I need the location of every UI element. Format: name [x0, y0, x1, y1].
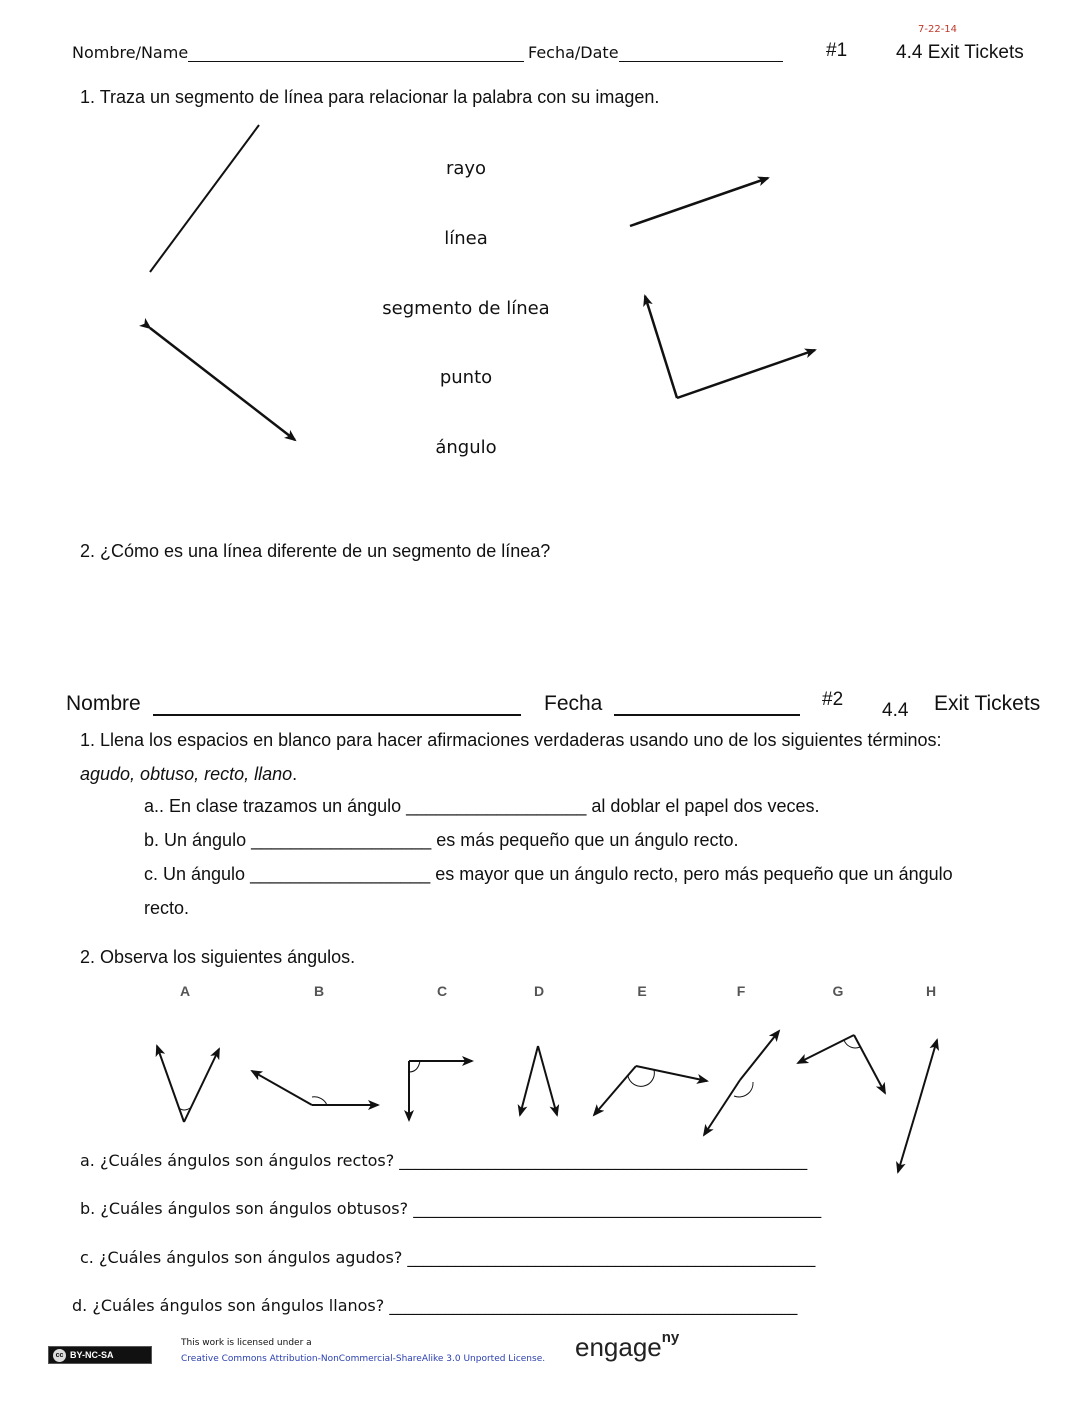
angle-h-line-2: [898, 1105, 918, 1172]
word-rayo: rayo: [445, 158, 487, 179]
angle-g-arm-2: [854, 1035, 885, 1093]
angle-label-b: B: [313, 983, 325, 999]
question-2d: d. ¿Cuáles ángulos son ángulos llanos? ___________________________________________________: [72, 1296, 798, 1315]
ticket1-question-2: 2. ¿Cómo es una línea diferente de un segmento de línea?: [80, 541, 551, 561]
ticket1-question-1: 1. Traza un segmento de línea para relacionar la palabra con su imagen.: [80, 87, 660, 107]
brand-sup: ny: [661, 1329, 680, 1347]
brand-text: engage: [575, 1332, 662, 1362]
word-angulo: ángulo: [435, 437, 497, 458]
question-2c: c. ¿Cuáles ángulos son ángulos agudos? ___________________________________________________: [80, 1248, 816, 1267]
license-link[interactable]: Creative Commons Attribution-NonCommercial-ShareAlike 3.0 Unported License.: [181, 1354, 546, 1364]
name-label-2: [66, 692, 521, 716]
terms-list: agudo, obtuso, recto, llano.: [80, 764, 298, 784]
ticket-title-num-2: 4.4: [882, 700, 909, 721]
angle-b-arc: [312, 1097, 327, 1105]
angle-g-arm-1: [798, 1035, 854, 1063]
angle-d-arm-1: [520, 1046, 538, 1115]
line-figure: [150, 328, 295, 440]
name-label-text-1: Nombre/Name: [72, 43, 189, 62]
angle-d-arm-2: [538, 1046, 557, 1115]
ray-figure: [630, 178, 768, 226]
ticket-number-1: #1: [826, 40, 848, 61]
question-1b: b. Un ángulo __________________ es más pequeño que un ángulo recto.: [144, 830, 739, 850]
angle-label-g: G: [832, 983, 844, 999]
angle-f-arm-2: [704, 1080, 740, 1135]
license-line-1: This work is licensed under a: [181, 1338, 312, 1348]
question-1c-cont: recto.: [144, 898, 190, 918]
question-1a: a.. En clase trazamos un ángulo __________________ al doblar el papel dos veces.: [144, 796, 820, 816]
angle-label-a: A: [179, 983, 191, 999]
date-code: 7-22-14: [918, 24, 958, 35]
angle-f-arm-1: [740, 1031, 779, 1080]
license-badge-text: BY-NC-SA: [70, 1350, 114, 1360]
angle-label-e: E: [637, 983, 647, 999]
angle-e-arm-1: [594, 1066, 636, 1115]
question-1c: c. Un ángulo __________________ es mayor que un ángulo recto, pero más pequeño que un ángulo: [144, 864, 953, 884]
angle-label-h: H: [925, 983, 937, 999]
date-field-2[interactable]: [614, 694, 800, 716]
date-label-text-1: Fecha/Date: [528, 43, 619, 62]
ticket2-question-2: 2. Observa los siguientes ángulos.: [80, 947, 356, 967]
engageny-logo: [575, 1329, 680, 1363]
angle-label-f: F: [736, 983, 746, 999]
angle-figure-arm-1: [645, 296, 677, 398]
angle-figure-arm-2: [677, 350, 815, 398]
angle-a-arm-2: [184, 1049, 219, 1122]
ticket-number-2: #2: [822, 689, 844, 710]
terms-text: agudo, obtuso, recto, llano: [80, 764, 293, 784]
date-label-2: [544, 692, 800, 716]
angle-c-arc: [409, 1061, 420, 1072]
cc-license-badge-icon: [48, 1346, 152, 1364]
word-linea: línea: [444, 228, 488, 249]
question-2a: a. ¿Cuáles ángulos son ángulos rectos? ___________________________________________________: [80, 1151, 808, 1170]
segment-figure: [150, 125, 259, 272]
ticket2-question-1: 1. Llena los espacios en blanco para hacer afirmaciones verdaderas usando uno de los siguientes términos:: [80, 730, 942, 750]
ticket-title-1: 4.4 Exit Tickets: [896, 42, 1024, 63]
cc-icon: cc: [53, 1349, 66, 1362]
angle-b-arm-1: [252, 1071, 312, 1105]
angle-a-arm-1: [157, 1046, 184, 1122]
word-punto: punto: [439, 367, 493, 388]
angle-label-c: C: [436, 983, 448, 999]
date-label-text-2: Fecha: [544, 692, 603, 715]
word-segmento: segmento de línea: [382, 298, 550, 319]
ticket-title-text-2: Exit Tickets: [934, 692, 1041, 715]
name-label-text-2: Nombre: [66, 692, 141, 715]
question-2b: b. ¿Cuáles ángulos son ángulos obtusos? ___________________________________________________: [80, 1199, 822, 1218]
angle-label-d: D: [533, 983, 545, 999]
name-field-2[interactable]: [153, 694, 521, 716]
angle-e-arm-2: [636, 1066, 707, 1081]
angle-e-arc: [628, 1070, 654, 1086]
angle-h-line: [918, 1040, 937, 1105]
